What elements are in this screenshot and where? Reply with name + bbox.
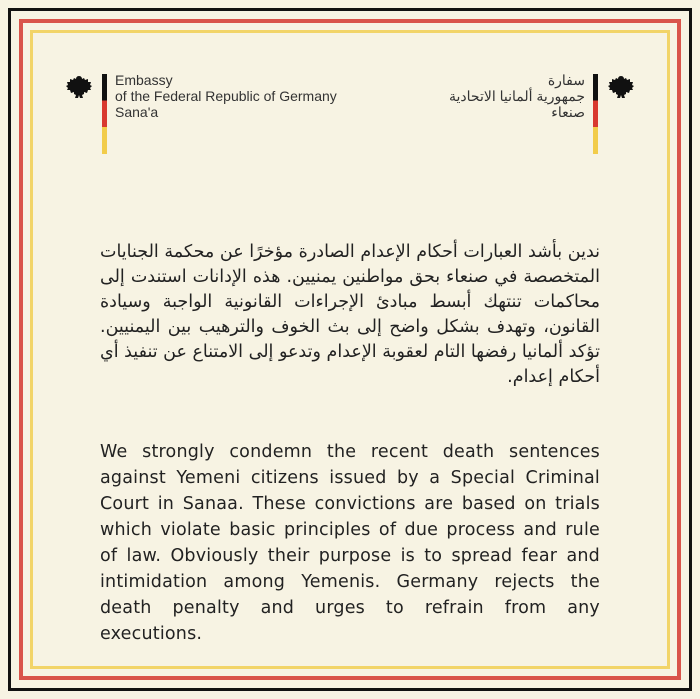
- embassy-logo-english: [64, 72, 337, 154]
- statement-english: We strongly condemn the recent death sentences against Yemeni citizens issued by a Special Criminal Court in Sanaa. These convictions are based on trials which violate basic principles of due process and rule of law. Obviously their purpose is to spread fear and intimidation among Yemenis. Germany rejects the death penalty and urges to refrain from any executions.: [100, 441, 600, 644]
- embassy-line-2: of the Federal Republic of Germany: [115, 88, 337, 104]
- embassy-logo-arabic: [449, 72, 636, 154]
- embassy-line-ar-2: جمهورية ألمانيا الاتحادية: [449, 88, 585, 104]
- embassy-line-ar-3: صنعاء: [551, 104, 585, 120]
- embassy-line-1: Embassy: [115, 72, 173, 88]
- embassy-line-3: Sana'a: [115, 104, 159, 120]
- federal-eagle-icon: [606, 74, 636, 104]
- embassy-line-ar-1: سفارة: [547, 72, 585, 88]
- federal-eagle-icon: [64, 74, 94, 104]
- german-flag-bar: [593, 74, 598, 154]
- statement-arabic: ندين بأشد العبارات أحكام الإعدام الصادرة مؤخرًا عن محكمة الجنايات المتخصصة في صنعاء بحق مواطنين يمنيين. هذه الإدانات استندت إلى محاكمات تنتهك أبسط مبادئ الإجراءات القانونية الواجبة وسيادة القانون، وتهدف بشكل واضح إلى بث الخوف والترهيب بين اليمنيين. تؤكد ألمانيا رفضها التام لعقوبة الإعدام وتدعو إلى الامتناع عن تنفيذ أي أحكام إعدام.: [100, 241, 600, 387]
- german-flag-bar: [102, 74, 107, 154]
